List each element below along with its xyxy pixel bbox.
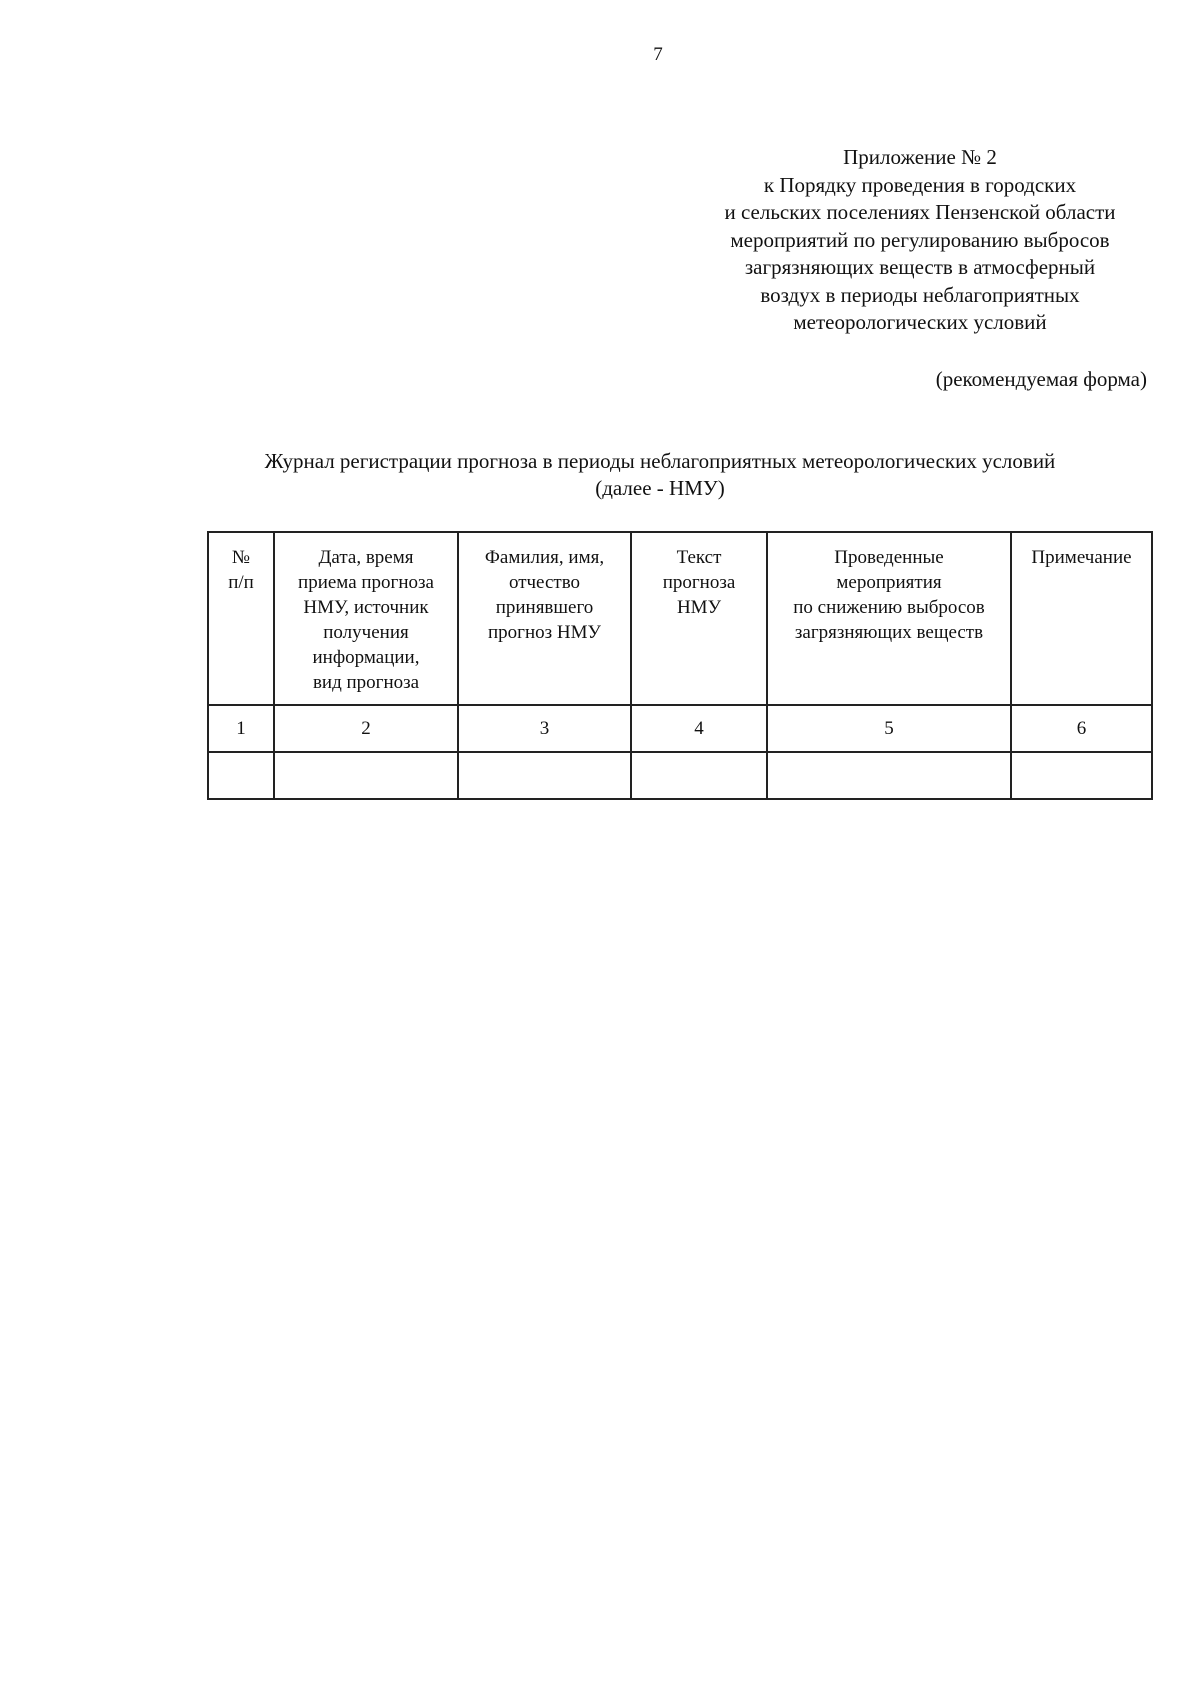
column-number: 1: [208, 705, 274, 752]
table-cell: [1011, 752, 1152, 799]
table-cell: [631, 752, 767, 799]
table-cell: [458, 752, 631, 799]
column-number: 4: [631, 705, 767, 752]
column-header-note: Примечание: [1011, 532, 1152, 705]
table-cell: [274, 752, 458, 799]
page-number: 7: [653, 44, 663, 65]
journal-title-line: Журнал регистрации прогноза в периоды неблагоприятных метеорологических условий: [264, 449, 1056, 473]
appendix-line: мероприятий по регулированию выбросов: [730, 227, 1110, 252]
appendix-line: и сельских поселениях Пензенской области: [724, 200, 1116, 224]
column-number: 6: [1011, 705, 1152, 752]
appendix-line: загрязняющих веществ в атмосферный: [744, 255, 1096, 279]
table-row: [208, 752, 1152, 799]
appendix-line: к Порядку проведения в городских: [763, 172, 1077, 197]
table-cell: [767, 752, 1011, 799]
column-header-forecast-text: Текст прогноза НМУ: [631, 532, 767, 705]
appendix-line: метеорологических условий: [793, 310, 1047, 334]
journal-title-line: (далее - НМУ): [595, 476, 725, 500]
column-header-number: № п/п: [208, 532, 274, 705]
journal-table: [207, 531, 1153, 800]
column-number: 5: [767, 705, 1011, 752]
appendix-header: [660, 144, 1180, 337]
form-note: (рекомендуемая форма): [935, 367, 1147, 391]
table-header-row: [208, 532, 1152, 705]
column-header-name: Фамилия, имя, отчество принявшего прогноз НМУ: [458, 532, 631, 705]
column-header-measures: Проведенные мероприятия по снижению выбросов загрязняющих веществ: [767, 532, 1011, 705]
appendix-line: Приложение № 2: [843, 145, 997, 169]
column-header-datetime: Дата, время приема прогноза НМУ, источник получения информации, вид прогноза: [274, 532, 458, 705]
appendix-line: воздух в периоды неблагоприятных: [760, 282, 1080, 307]
journal-title: [160, 448, 1160, 502]
column-number: 2: [274, 705, 458, 752]
column-number-row: [208, 705, 1152, 752]
column-number: 3: [458, 705, 631, 752]
table-cell: [208, 752, 274, 799]
